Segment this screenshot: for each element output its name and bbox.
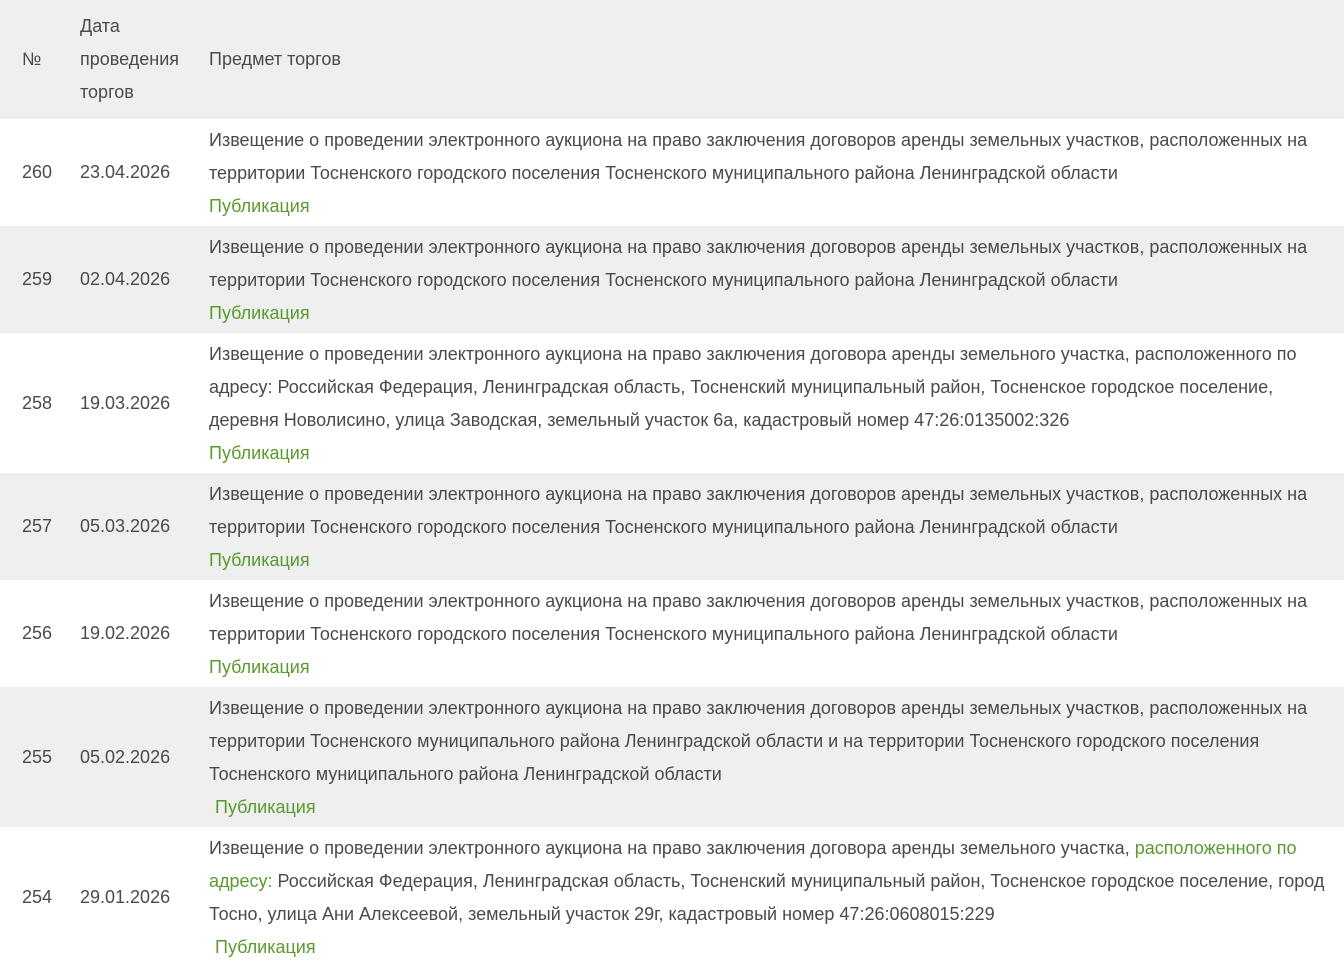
publication-link[interactable]: Публикация (215, 797, 316, 817)
publication-link[interactable]: Публикация (209, 196, 310, 216)
row-number: 260 (22, 162, 53, 182)
row-subject (198, 119, 1344, 226)
table-row (0, 226, 1344, 333)
row-subject-text: Извещение о проведении электронного аукциона на право заключения договора аренды земельного участка, (209, 838, 1135, 858)
row-subject-text: Извещение о проведении электронного аукциона на право заключения договора аренды земельного участка, расположенного по адресу: Российская Федерация, Ленинградская область, Тосненский муниципальный район, Тосненское городское поселение, деревня Новолисино, улица Заводская, земельный участок 6а, кадастровый номер 47:26:0135002:326 (209, 344, 1297, 430)
row-number: 257 (22, 516, 53, 536)
row-number: 258 (22, 392, 53, 413)
row-subject-text: Извещение о проведении электронного аукциона на право заключения договоров аренды земельных участков, расположенных на территории Тосненского муниципального района Ленинградской области и на территории Тосненского городского поселения Тосненского муниципального района Ленинградской области (209, 698, 1308, 784)
table-row (0, 687, 1344, 827)
row-subject (198, 473, 1344, 580)
table-row (0, 333, 1344, 473)
header-number: № (22, 49, 42, 69)
row-subject-text: Извещение о проведении электронного аукциона на право заключения договоров аренды земельных участков, расположенных на территории Тосненского городского поселения Тосненского муниципального района Ленинградской области (209, 484, 1308, 537)
table-row (0, 473, 1344, 580)
row-date: 19.03.2026 (80, 392, 171, 413)
header-subject: Предмет торгов (209, 49, 341, 69)
table-header (0, 0, 1344, 119)
row-date: 05.03.2026 (80, 516, 171, 536)
publication-link[interactable]: Публикация (209, 550, 310, 570)
row-date: 19.02.2026 (80, 623, 171, 643)
row-subject-text: Извещение о проведении электронного аукциона на право заключения договоров аренды земельных участков, расположенных на территории Тосненского городского поселения Тосненского муниципального района Ленинградской области (209, 130, 1308, 183)
publication-link[interactable]: Публикация (209, 657, 310, 677)
row-subject (198, 827, 1344, 967)
publication-link[interactable]: Публикация (215, 937, 316, 957)
table-row (0, 827, 1344, 967)
row-number: 256 (22, 623, 53, 643)
table-row (0, 119, 1344, 226)
row-date: 05.02.2026 (80, 746, 171, 767)
publication-link[interactable]: Публикация (209, 303, 310, 323)
row-number: 255 (22, 746, 53, 767)
row-date: 29.01.2026 (80, 886, 171, 907)
row-number: 254 (22, 886, 53, 907)
row-date: 02.04.2026 (80, 269, 171, 289)
table-row (0, 580, 1344, 687)
row-date: 23.04.2026 (80, 162, 171, 182)
row-number: 259 (22, 269, 53, 289)
header-date: Дата проведения торгов (80, 16, 179, 102)
row-subject (198, 333, 1344, 473)
publication-link[interactable]: Публикация (209, 443, 310, 463)
address-link[interactable]: расположенного по адресу: (209, 838, 1297, 891)
row-subject-text-rest: Российская Федерация, Ленинградская область, Тосненский муниципальный район, Тосненское городское поселение, город Тосно, улица Ани Алексеевой, земельный участок 29г, кадастровый номер 47:26:0608015:229 (209, 871, 1325, 924)
row-subject-text: Извещение о проведении электронного аукциона на право заключения договоров аренды земельных участков, расположенных на территории Тосненского городского поселения Тосненского муниципального района Ленинградской области (209, 237, 1308, 290)
row-subject (198, 580, 1344, 687)
row-subject (198, 226, 1344, 333)
row-subject-text: Извещение о проведении электронного аукциона на право заключения договоров аренды земельных участков, расположенных на территории Тосненского городского поселения Тосненского муниципального района Ленинградской области (209, 591, 1308, 644)
row-subject (198, 687, 1344, 827)
